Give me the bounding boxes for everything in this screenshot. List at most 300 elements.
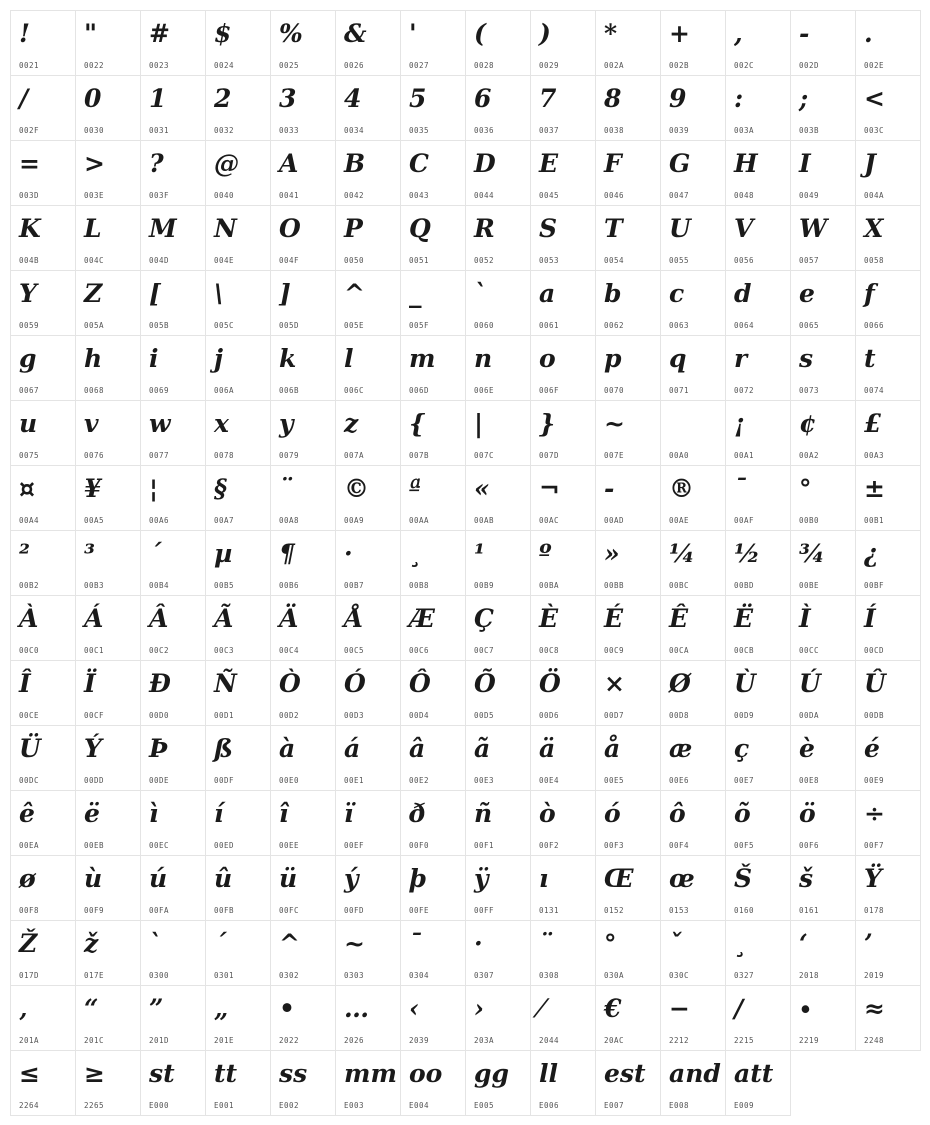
glyph-cell[interactable]: [75, 140, 141, 206]
glyph-cell[interactable]: [140, 920, 206, 986]
glyph-cell[interactable]: [465, 140, 531, 206]
glyph-codepoint: 00C0: [19, 646, 40, 655]
glyph-cell[interactable]: [140, 985, 206, 1051]
glyph-cell[interactable]: [790, 725, 856, 791]
glyph-cell[interactable]: [595, 660, 661, 726]
glyph-cell[interactable]: [10, 75, 76, 141]
glyph-cell[interactable]: [660, 205, 726, 271]
glyph-cell[interactable]: [10, 465, 76, 531]
glyph-cell[interactable]: [595, 140, 661, 206]
glyph-sample: ~: [344, 929, 365, 958]
glyph-codepoint: 2019: [864, 971, 885, 980]
glyph-cell[interactable]: [790, 920, 856, 986]
glyph-codepoint: 002F: [19, 126, 40, 135]
glyph-cell[interactable]: [400, 920, 466, 986]
glyph-cell[interactable]: [855, 75, 921, 141]
glyph-cell[interactable]: [270, 530, 336, 596]
glyph-cell[interactable]: [790, 660, 856, 726]
glyph-codepoint: 00F9: [84, 906, 105, 915]
glyph-sample: 5: [409, 84, 427, 113]
glyph-cell[interactable]: [660, 75, 726, 141]
glyph-codepoint: 0048: [734, 191, 755, 200]
glyph-cell[interactable]: [725, 75, 791, 141]
glyph-cell[interactable]: [400, 270, 466, 336]
glyph-cell[interactable]: [725, 270, 791, 336]
glyph-cell[interactable]: [75, 660, 141, 726]
glyph-cell[interactable]: [140, 660, 206, 726]
glyph-cell[interactable]: [725, 790, 791, 856]
glyph-cell[interactable]: [465, 985, 531, 1051]
glyph-cell[interactable]: [335, 660, 401, 726]
glyph-cell[interactable]: [595, 270, 661, 336]
glyph-cell[interactable]: [270, 855, 336, 921]
glyph-sample: att: [734, 1059, 774, 1088]
glyph-cell[interactable]: [205, 140, 271, 206]
glyph-cell[interactable]: [855, 725, 921, 791]
glyph-cell[interactable]: [465, 855, 531, 921]
glyph-sample: mm: [344, 1059, 397, 1088]
glyph-codepoint: 0022: [84, 61, 105, 70]
glyph-sample: %: [279, 19, 303, 48]
glyph-sample: ¶: [279, 539, 295, 568]
glyph-cell[interactable]: [400, 400, 466, 466]
glyph-cell[interactable]: [855, 270, 921, 336]
glyph-cell[interactable]: [335, 400, 401, 466]
glyph-codepoint: 2039: [409, 1036, 430, 1045]
glyph-cell[interactable]: [660, 270, 726, 336]
glyph-cell[interactable]: [140, 270, 206, 336]
glyph-cell[interactable]: [855, 10, 921, 76]
glyph-cell[interactable]: [465, 725, 531, 791]
glyph-cell[interactable]: [10, 985, 76, 1051]
glyph-codepoint: 00D8: [669, 711, 690, 720]
glyph-cell[interactable]: [400, 10, 466, 76]
glyph-cell[interactable]: [335, 920, 401, 986]
glyph-cell[interactable]: [335, 140, 401, 206]
glyph-codepoint: E004: [409, 1101, 430, 1110]
glyph-cell[interactable]: [75, 270, 141, 336]
glyph-cell[interactable]: [270, 335, 336, 401]
glyph-cell[interactable]: [660, 920, 726, 986]
glyph-cell[interactable]: [660, 140, 726, 206]
glyph-sample: Í: [864, 604, 876, 633]
glyph-sample: M: [149, 214, 177, 243]
glyph-cell[interactable]: [10, 530, 76, 596]
glyph-cell[interactable]: [75, 725, 141, 791]
glyph-cell[interactable]: [10, 725, 76, 791]
glyph-cell[interactable]: [660, 335, 726, 401]
glyph-cell[interactable]: [140, 855, 206, 921]
glyph-cell[interactable]: [530, 75, 596, 141]
glyph-codepoint: 00F1: [474, 841, 495, 850]
glyph-codepoint: 0047: [669, 191, 690, 200]
glyph-cell[interactable]: [855, 335, 921, 401]
glyph-cell[interactable]: [465, 205, 531, 271]
glyph-cell[interactable]: [465, 270, 531, 336]
glyph-cell[interactable]: [855, 595, 921, 661]
glyph-sample: ˇ: [669, 929, 682, 958]
glyph-cell[interactable]: [725, 855, 791, 921]
glyph-cell[interactable]: [335, 75, 401, 141]
glyph-sample: í: [214, 799, 224, 828]
glyph-sample: ¤: [19, 474, 35, 503]
glyph-cell[interactable]: [660, 985, 726, 1051]
glyph-codepoint: 005D: [279, 321, 300, 330]
glyph-cell[interactable]: [465, 10, 531, 76]
glyph-cell[interactable]: [205, 855, 271, 921]
glyph-cell[interactable]: [725, 595, 791, 661]
glyph-cell[interactable]: [725, 1050, 791, 1116]
glyph-codepoint: 0021: [19, 61, 40, 70]
glyph-codepoint: 00D2: [279, 711, 300, 720]
glyph-sample: h: [84, 344, 103, 373]
glyph-cell[interactable]: [465, 75, 531, 141]
glyph-cell[interactable]: [855, 985, 921, 1051]
glyph-cell[interactable]: [530, 660, 596, 726]
glyph-cell[interactable]: [270, 790, 336, 856]
glyph-cell[interactable]: [725, 205, 791, 271]
glyph-cell[interactable]: [595, 465, 661, 531]
glyph-cell[interactable]: [790, 855, 856, 921]
glyph-cell[interactable]: [725, 660, 791, 726]
glyph-cell[interactable]: [660, 10, 726, 76]
glyph-cell[interactable]: [335, 725, 401, 791]
glyph-cell[interactable]: [465, 790, 531, 856]
glyph-cell[interactable]: [10, 270, 76, 336]
glyph-cell[interactable]: [595, 10, 661, 76]
glyph-cell[interactable]: [725, 920, 791, 986]
glyph-cell[interactable]: [595, 1050, 661, 1116]
glyph-sample: Q: [409, 214, 431, 243]
glyph-cell[interactable]: [140, 10, 206, 76]
glyph-cell[interactable]: [790, 465, 856, 531]
glyph-cell[interactable]: [400, 660, 466, 726]
glyph-cell[interactable]: [465, 465, 531, 531]
glyph-sample: ·: [474, 929, 483, 958]
glyph-cell[interactable]: [400, 1050, 466, 1116]
glyph-cell[interactable]: [75, 400, 141, 466]
glyph-cell[interactable]: [10, 10, 76, 76]
glyph-cell[interactable]: [530, 725, 596, 791]
glyph-cell[interactable]: [855, 790, 921, 856]
glyph-cell[interactable]: [335, 1050, 401, 1116]
glyph-cell[interactable]: [270, 400, 336, 466]
glyph-cell[interactable]: [725, 335, 791, 401]
glyph-cell[interactable]: [205, 595, 271, 661]
glyph-cell[interactable]: [75, 10, 141, 76]
glyph-cell[interactable]: [205, 920, 271, 986]
glyph-cell[interactable]: [10, 920, 76, 986]
glyph-sample: »: [604, 539, 620, 568]
glyph-cell[interactable]: [270, 985, 336, 1051]
glyph-cell[interactable]: [205, 10, 271, 76]
glyph-cell[interactable]: [530, 205, 596, 271]
glyph-cell[interactable]: [530, 920, 596, 986]
glyph-cell[interactable]: [270, 465, 336, 531]
glyph-cell[interactable]: [205, 335, 271, 401]
glyph-cell[interactable]: [530, 985, 596, 1051]
glyph-cell[interactable]: [465, 400, 531, 466]
glyph-cell[interactable]: [335, 205, 401, 271]
glyph-cell[interactable]: [790, 205, 856, 271]
glyph-cell[interactable]: [335, 10, 401, 76]
glyph-cell[interactable]: [10, 855, 76, 921]
glyph-sample: 9: [669, 84, 687, 113]
glyph-sample: 1: [149, 84, 167, 113]
glyph-sample: Ó: [344, 669, 366, 698]
glyph-cell[interactable]: [400, 985, 466, 1051]
glyph-cell[interactable]: [205, 660, 271, 726]
glyph-cell[interactable]: [140, 1050, 206, 1116]
glyph-cell[interactable]: [140, 205, 206, 271]
glyph-cell[interactable]: [335, 530, 401, 596]
glyph-sample: S: [539, 214, 558, 243]
glyph-cell[interactable]: [335, 985, 401, 1051]
glyph-sample: 4: [344, 84, 362, 113]
glyph-cell[interactable]: [10, 595, 76, 661]
glyph-cell[interactable]: [75, 790, 141, 856]
glyph-cell[interactable]: [10, 205, 76, 271]
glyph-codepoint: 00EF: [344, 841, 365, 850]
glyph-cell[interactable]: [140, 725, 206, 791]
glyph-cell[interactable]: [205, 75, 271, 141]
glyph-cell[interactable]: [790, 985, 856, 1051]
glyph-codepoint: 0068: [84, 386, 105, 395]
glyph-cell[interactable]: [205, 1050, 271, 1116]
glyph-cell[interactable]: [660, 465, 726, 531]
glyph-codepoint: 00FB: [214, 906, 235, 915]
glyph-cell[interactable]: [400, 75, 466, 141]
glyph-cell[interactable]: [205, 270, 271, 336]
glyph-cell[interactable]: [205, 985, 271, 1051]
glyph-sample: ^: [279, 929, 300, 958]
glyph-cell[interactable]: [595, 335, 661, 401]
glyph-cell[interactable]: [595, 855, 661, 921]
glyph-cell[interactable]: [855, 855, 921, 921]
glyph-codepoint: 0041: [279, 191, 300, 200]
glyph-cell[interactable]: [270, 270, 336, 336]
glyph-sample: W: [799, 214, 828, 243]
glyph-cell[interactable]: [790, 530, 856, 596]
glyph-cell[interactable]: [530, 10, 596, 76]
glyph-codepoint: 00FF: [474, 906, 495, 915]
glyph-cell[interactable]: [595, 530, 661, 596]
glyph-codepoint: 00DD: [84, 776, 105, 785]
glyph-cell[interactable]: [855, 530, 921, 596]
glyph-sample: “: [84, 994, 99, 1023]
glyph-cell[interactable]: [530, 790, 596, 856]
glyph-cell[interactable]: [10, 1050, 76, 1116]
glyph-cell[interactable]: [530, 140, 596, 206]
glyph-cell[interactable]: [595, 985, 661, 1051]
glyph-cell[interactable]: [140, 335, 206, 401]
glyph-cell[interactable]: [660, 790, 726, 856]
glyph-sample: Û: [864, 669, 886, 698]
glyph-cell[interactable]: [530, 530, 596, 596]
glyph-cell[interactable]: [530, 400, 596, 466]
glyph-codepoint: 00B0: [799, 516, 820, 525]
glyph-cell[interactable]: [75, 920, 141, 986]
glyph-cell[interactable]: [855, 660, 921, 726]
glyph-cell[interactable]: [465, 1050, 531, 1116]
glyph-sample: (: [474, 19, 486, 48]
glyph-cell[interactable]: [10, 790, 76, 856]
glyph-cell[interactable]: [530, 335, 596, 401]
glyph-cell[interactable]: [465, 660, 531, 726]
glyph-cell[interactable]: [530, 855, 596, 921]
glyph-cell[interactable]: [660, 530, 726, 596]
glyph-cell[interactable]: [10, 335, 76, 401]
glyph-cell[interactable]: [725, 140, 791, 206]
glyph-cell[interactable]: [465, 335, 531, 401]
glyph-cell[interactable]: [205, 790, 271, 856]
glyph-cell[interactable]: [855, 465, 921, 531]
glyph-sample: Ò: [279, 669, 301, 698]
glyph-cell[interactable]: [335, 790, 401, 856]
glyph-cell[interactable]: [75, 855, 141, 921]
glyph-cell[interactable]: [270, 660, 336, 726]
glyph-cell[interactable]: [400, 790, 466, 856]
glyph-cell[interactable]: [725, 465, 791, 531]
glyph-cell[interactable]: [270, 595, 336, 661]
glyph-cell[interactable]: [660, 400, 726, 466]
glyph-cell[interactable]: [335, 465, 401, 531]
glyph-cell[interactable]: [400, 140, 466, 206]
glyph-cell[interactable]: [270, 140, 336, 206]
glyph-cell[interactable]: [75, 595, 141, 661]
glyph-codepoint: 0078: [214, 451, 235, 460]
glyph-cell[interactable]: [140, 595, 206, 661]
glyph-cell[interactable]: [595, 725, 661, 791]
glyph-cell[interactable]: [75, 1050, 141, 1116]
glyph-cell[interactable]: [140, 400, 206, 466]
glyph-cell[interactable]: [400, 530, 466, 596]
glyph-cell[interactable]: [530, 595, 596, 661]
glyph-cell[interactable]: [790, 75, 856, 141]
glyph-cell[interactable]: [660, 595, 726, 661]
glyph-codepoint: 00E7: [734, 776, 755, 785]
glyph-sample: T: [604, 214, 623, 243]
glyph-cell[interactable]: [790, 400, 856, 466]
glyph-cell[interactable]: [855, 205, 921, 271]
glyph-cell[interactable]: [10, 140, 76, 206]
glyph-cell[interactable]: [465, 595, 531, 661]
glyph-cell[interactable]: [855, 140, 921, 206]
glyph-cell[interactable]: [725, 10, 791, 76]
glyph-cell[interactable]: [205, 465, 271, 531]
glyph-cell[interactable]: [335, 595, 401, 661]
glyph-cell[interactable]: [10, 660, 76, 726]
glyph-cell[interactable]: [205, 205, 271, 271]
glyph-cell[interactable]: [140, 530, 206, 596]
glyph-cell[interactable]: [725, 985, 791, 1051]
glyph-codepoint: 2018: [799, 971, 820, 980]
glyph-cell[interactable]: [660, 660, 726, 726]
glyph-cell[interactable]: [465, 530, 531, 596]
glyph-cell[interactable]: [205, 400, 271, 466]
glyph-codepoint: 002B: [669, 61, 690, 70]
glyph-codepoint: 201D: [149, 1036, 170, 1045]
glyph-cell[interactable]: [530, 270, 596, 336]
glyph-cell[interactable]: [270, 920, 336, 986]
glyph-cell[interactable]: [335, 270, 401, 336]
glyph-cell[interactable]: [595, 790, 661, 856]
glyph-codepoint: 00A9: [344, 516, 365, 525]
glyph-codepoint: 00F8: [19, 906, 40, 915]
glyph-cell[interactable]: [75, 985, 141, 1051]
glyph-cell[interactable]: [790, 790, 856, 856]
glyph-cell[interactable]: [855, 400, 921, 466]
glyph-codepoint: 0300: [149, 971, 170, 980]
glyph-cell[interactable]: [10, 400, 76, 466]
glyph-cell[interactable]: [790, 595, 856, 661]
glyph-cell[interactable]: [660, 725, 726, 791]
glyph-cell[interactable]: [75, 335, 141, 401]
glyph-cell[interactable]: [725, 530, 791, 596]
glyph-cell[interactable]: [465, 920, 531, 986]
glyph-cell[interactable]: [75, 465, 141, 531]
glyph-cell[interactable]: [400, 205, 466, 271]
glyph-cell[interactable]: [595, 595, 661, 661]
glyph-sample: u: [19, 409, 38, 438]
glyph-cell[interactable]: [205, 530, 271, 596]
glyph-cell[interactable]: [140, 790, 206, 856]
glyph-cell[interactable]: [270, 725, 336, 791]
glyph-cell[interactable]: [75, 75, 141, 141]
glyph-cell[interactable]: [140, 75, 206, 141]
glyph-sample: À: [19, 604, 39, 633]
glyph-cell[interactable]: [75, 205, 141, 271]
glyph-cell[interactable]: [75, 530, 141, 596]
glyph-codepoint: 00FD: [344, 906, 365, 915]
glyph-cell[interactable]: [660, 1050, 726, 1116]
glyph-cell[interactable]: [790, 335, 856, 401]
glyph-codepoint: 0058: [864, 256, 885, 265]
glyph-cell[interactable]: [400, 465, 466, 531]
glyph-codepoint: 00A2: [799, 451, 820, 460]
glyph-cell[interactable]: [790, 270, 856, 336]
glyph-cell[interactable]: [660, 855, 726, 921]
glyph-cell[interactable]: [790, 10, 856, 76]
glyph-cell[interactable]: [205, 725, 271, 791]
glyph-cell[interactable]: [855, 920, 921, 986]
glyph-cell[interactable]: [270, 75, 336, 141]
glyph-cell[interactable]: [530, 1050, 596, 1116]
glyph-codepoint: 0032: [214, 126, 235, 135]
glyph-cell[interactable]: [595, 400, 661, 466]
glyph-cell[interactable]: [270, 205, 336, 271]
glyph-cell[interactable]: [140, 140, 206, 206]
glyph-cell[interactable]: [530, 465, 596, 531]
glyph-cell[interactable]: [270, 1050, 336, 1116]
glyph-cell[interactable]: [725, 725, 791, 791]
glyph-cell[interactable]: [595, 205, 661, 271]
glyph-cell[interactable]: [400, 855, 466, 921]
glyph-cell[interactable]: [595, 75, 661, 141]
glyph-cell[interactable]: [270, 10, 336, 76]
glyph-cell[interactable]: [140, 465, 206, 531]
glyph-cell[interactable]: [595, 920, 661, 986]
glyph-cell[interactable]: [400, 335, 466, 401]
glyph-cell[interactable]: [335, 855, 401, 921]
glyph-codepoint: 00BF: [864, 581, 885, 590]
glyph-cell[interactable]: [335, 335, 401, 401]
glyph-cell[interactable]: [790, 140, 856, 206]
glyph-cell[interactable]: [400, 725, 466, 791]
glyph-cell[interactable]: [725, 400, 791, 466]
glyph-cell[interactable]: [400, 595, 466, 661]
glyph-codepoint: 003F: [149, 191, 170, 200]
